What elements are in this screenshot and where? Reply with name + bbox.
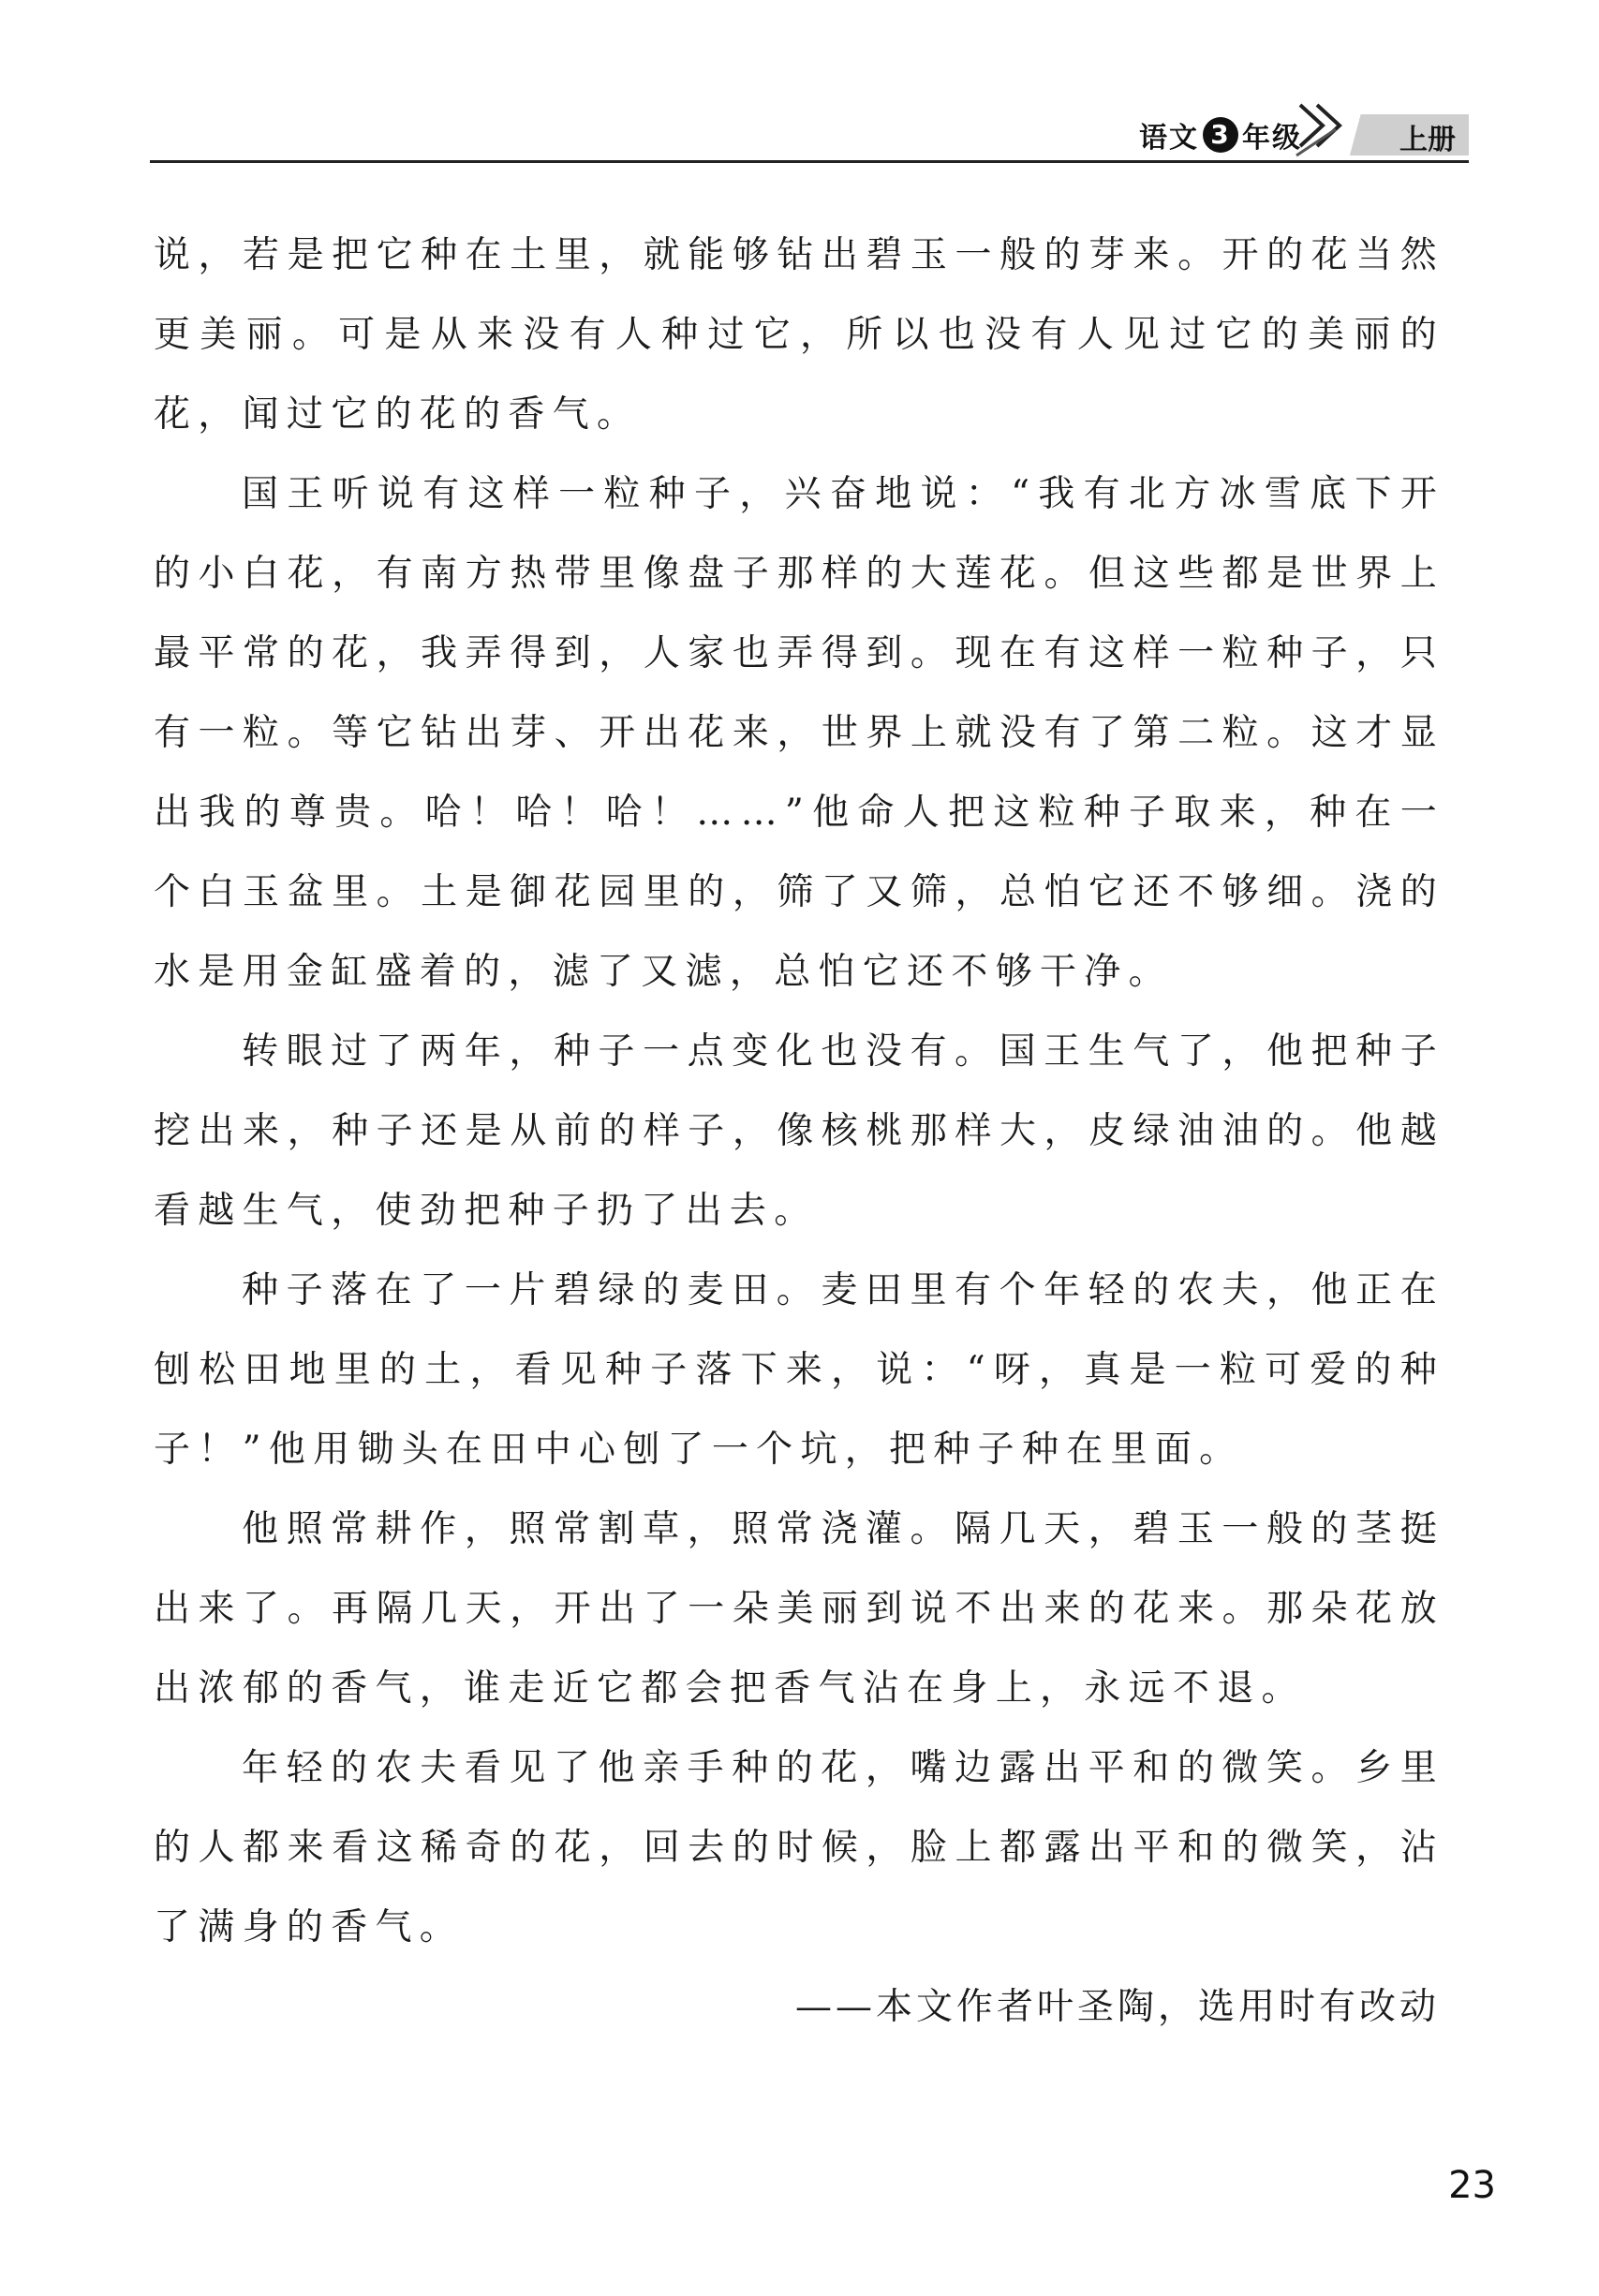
paragraph-2: 国王听说有这样一粒种子，兴奋地说：“我有北方冰雪底下开的小白花，有南方热带里像盘子那样的大莲花。但这些都是世界上最平常的花，我弄得到，人家也弄得到。现在有这样一粒种子，只有一粒。等它钻出芽、开出花来，世界上就没有了第二粒。这才显出我的尊贵。哈！哈！哈！……”他命人把这粒种子取来，种在一个白玉盆里。土是御花园里的，筛了又筛，总怕它还不够细。浇的水是用金缸盛着的，滤了又滤，总怕它还不够干净。 [154, 473, 1444, 993]
grade-number-badge: 3 [1203, 117, 1238, 153]
subject-label: 语文 [1139, 122, 1199, 155]
volume-tab [1343, 114, 1469, 156]
paragraph-4: 种子落在了一片碧绿的麦田。麦田里有个年轻的农夫，他正在刨松田地里的土，看见种子落下来，说：“呀，真是一粒可爱的种子！”他用锄头在田中心刨了一个坑，把种子种在里面。 [154, 1269, 1444, 1471]
header-divider [150, 160, 1469, 163]
volume-label: 上册 [1399, 124, 1456, 156]
paragraph-6: 年轻的农夫看见了他亲手种的花，嘴边露出平和的微笑。乡里的人都来看这稀奇的花，回去的时候，脸上都露出平和的微笑，沾了满身的香气。 [154, 1747, 1444, 1948]
paragraph-1: 说，若是把它种在土里，就能够钻出碧玉一般的芽来。开的花当然更美丽。可是从来没有人种过它，所以也没有人见过它的美丽的花，闻过它的花的香气。 [154, 234, 1444, 436]
grade-label: 年级 [1242, 122, 1302, 155]
paragraph-3: 转眼过了两年，种子一点变化也没有。国王生气了，他把种子挖出来，种子还是从前的样子，像核桃那样大，皮绿油油的。他越看越生气，使劲把种子扔了出去。 [154, 1030, 1444, 1232]
page-number: 23 [1448, 2164, 1496, 2207]
author-credit: ——本文作者叶圣陶，选用时有改动 [794, 1986, 1440, 2028]
page-header [150, 101, 1469, 163]
paragraph-5: 他照常耕作，照常割草，照常浇灌。隔几天，碧玉一般的茎挺出来了。再隔几天，开出了一朵美丽到说不出来的花来。那朵花放出浓郁的香气，谁走近它都会把香气沾在身上，永远不退。 [154, 1508, 1444, 1710]
book-subject-grade [1139, 114, 1302, 156]
double-chevron-icon [1295, 101, 1349, 157]
story-body [154, 215, 1444, 1967]
